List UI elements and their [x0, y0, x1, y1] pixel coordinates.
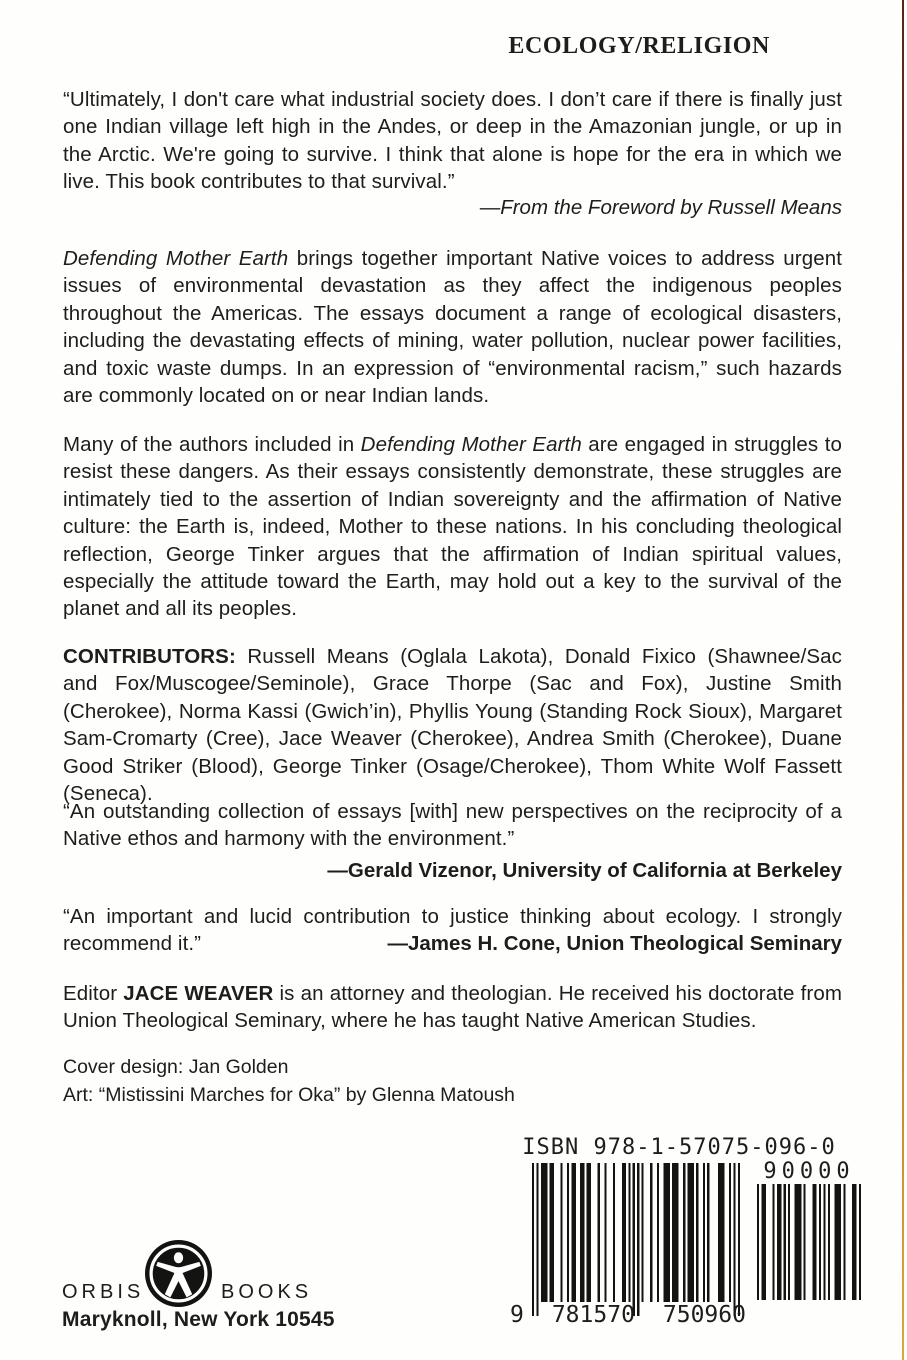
publisher-address: Maryknoll, New York 10545	[62, 1308, 335, 1331]
cover-design-credit: Cover design: Jan Golden	[63, 1056, 289, 1078]
publisher-block	[62, 1238, 362, 1348]
isbn-number-label: ISBN 978-1-57075-096-0	[522, 1135, 836, 1160]
review-quote-1: “An outstanding collection of essays [with] new perspectives on the reciprocity of a Native ethos and harmony with the environment.”	[63, 800, 842, 851]
review-quote-2: “An important and lucid contribution to justice thinking about ecology. I strongly recommend it.”	[63, 905, 842, 956]
category-label: ECOLOGY/RELIGION	[508, 33, 770, 59]
review-attribution-2: —James H. Cone, Union Theological Seminary	[387, 932, 842, 955]
ean5-supplement-barcode-icon	[757, 1184, 861, 1300]
ean-digit-group: 9	[510, 1302, 524, 1328]
description-paragraph-2: Many of the authors included in Defending Mother Earth are engaged in struggles to resist these dangers. As their essays consistently demonstrate, these struggles are intimately tied to the assertion of Indian sovereignty and the affirmation of Native culture: the Earth is, indeed, Mother to these nations. In his concluding theological reflection, George Tinker argues that the affirmation of Indian spiritual values, especially the attitude toward the Earth, may hold out a key to the survival of the planet and all its peoples.	[63, 433, 843, 621]
orbis-person-logo-icon	[145, 1240, 212, 1307]
foreword-quote-attribution: —From the Foreword by Russell Means	[479, 196, 842, 219]
art-credit: Art: “Mistissini Marches for Oka” by Glenna Matoush	[63, 1084, 515, 1106]
ean13-barcode-icon	[532, 1163, 740, 1316]
ean-digit-group: 781570	[551, 1302, 635, 1328]
foreword-quote-text: “Ultimately, I don't care what industrial society does. I don’t care if there is finally just one Indian village left high in the Andes, or deep in the Amazonian jungle, or up in the Arctic. We're going to survive. I think that alone is hope for the era in which we live. This book contributes to that survival.”	[63, 88, 842, 194]
description-paragraph-1: Defending Mother Earth brings together important Native voices to address urgent issues of environmental devastation as they affect the indigenous peoples throughout the Americas. The essays document a range of ecological disasters, including the devastating effects of mining, water pollution, nuclear power facilities, and toxic waste dumps. In an expression of “environmental racism,” such hazards are commonly located on or near Indian lands.	[63, 247, 842, 408]
cover-edge-line	[902, 0, 904, 1360]
barcode-supplement-label: 90000	[763, 1159, 855, 1184]
ean-digit-group: 750960	[662, 1302, 746, 1328]
isbn-barcode-block	[505, 1135, 870, 1335]
publisher-name-orbis: ORBIS	[62, 1281, 145, 1303]
editor-bio: Editor JACE WEAVER is an attorney and theologian. He received his doctorate from Union Theological Seminary, where he has taught Native American Studies.	[63, 982, 842, 1033]
review-attribution-1: —Gerald Vizenor, University of California at Berkeley	[327, 859, 842, 882]
publisher-name-books: BOOKS	[221, 1281, 313, 1303]
ean13-digits	[510, 1302, 746, 1328]
contributors-paragraph: CONTRIBUTORS: Russell Means (Oglala Lakota), Donald Fixico (Shawnee/Sac and Fox/Muscogee/Seminole), Grace Thorpe (Sac and Fox), Justine Smith (Cherokee), Norma Kassi (Gwich’in), Phyllis Young (Standing Rock Sioux), Margaret Sam-Cromarty (Cree), Jace Weaver (Cherokee), Andrea Smith (Cherokee), Duane Good Striker (Blood), George Tinker (Osage/Cherokee), Thom White Wolf Fassett (Seneca).	[63, 645, 842, 806]
